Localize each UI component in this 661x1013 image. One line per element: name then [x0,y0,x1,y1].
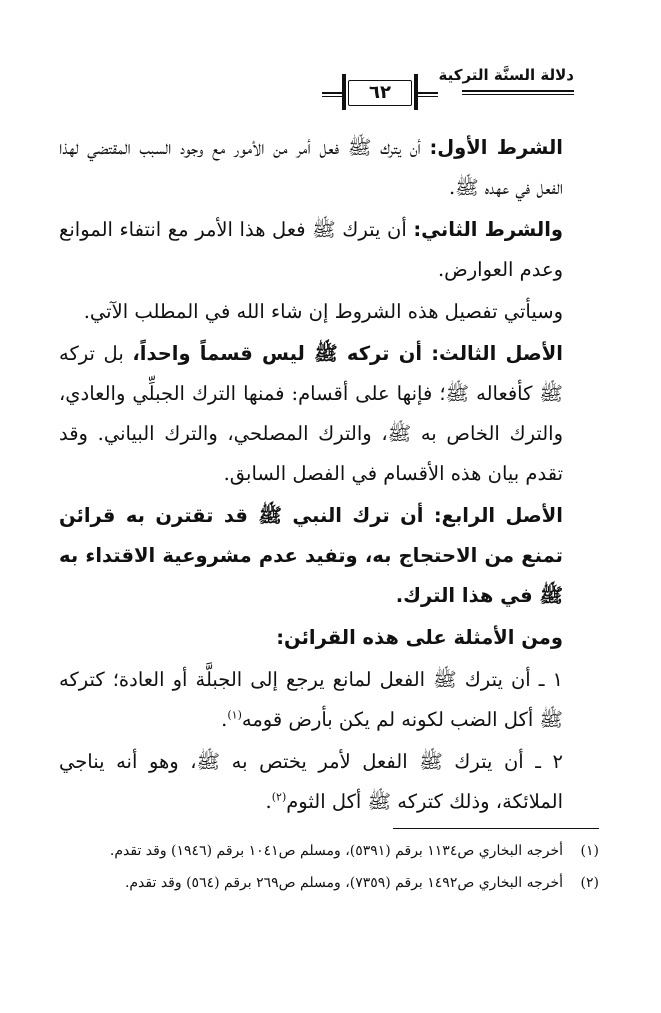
footnote-separator [393,828,599,829]
paragraph-example-1 [59,660,599,740]
footnote-ref-2[interactable]: (٢) [271,790,287,804]
paragraph-second-condition [59,210,599,290]
example-2-tail: . [265,790,272,813]
footnote-2-number: (٢) [580,875,599,891]
header-rule-thin [462,94,574,95]
upcoming-note-text: وسيأتي تفصيل هذه الشروط إن شاء الله في المطلب الآتي. [83,300,563,323]
paragraph-upcoming-note [59,292,599,332]
page-number-ornament-left-thin [322,96,342,97]
paragraph-fourth-principle [59,496,599,616]
first-condition-text: أن يترك ﷺ فعل أمر من الأمور مع وجود السبب المقتضي لهذا الفعل في عهده ﷺ. [59,136,563,199]
examples-heading: ومن الأمثلة على هذه القرائن: [276,626,563,649]
third-principle-text: بل تركه ﷺ كأفعاله ﷺ؛ فإنها على أقسام: فمنها الترك الجبلِّي والعادي، والترك الخاص به ﷺ، والترك المصلحي، والترك البياني. وقد تقدم بيان هذه الأقسام في الفصل السابق. [59,342,563,485]
paragraph-examples-heading [59,618,599,658]
page-number-ornament-left [322,92,342,94]
footnote-1-number: (١) [580,843,599,859]
page-number-bar-left [342,74,346,110]
fourth-principle-statement: أن ترك النبي ﷺ قد تقترن به قرائن تمنع من الاحتجاج به، وتفيد عدم مشروعية الاقتداء به ﷺ في هذا الترك. [59,504,563,607]
footnote-2-text: أخرجه البخاري ص١٤٩٢ برقم (٧٣٥٩)، ومسلم ص٢٦٩ برقم (٥٦٤) وقد تقدم. [124,875,563,891]
example-1-text: ١ ـ أن يترك ﷺ الفعل لمانع يرجع إلى الجبلَّة أو العادة؛ كتركه ﷺ أكل الضب لكونه لم يكن بأرض قومه [59,668,563,731]
third-principle-statement: أن تركه ﷺ ليس قسماً واحداً، [132,342,432,365]
paragraph-first-condition [59,128,599,208]
third-principle-heading: الأصل الثالث: [431,342,563,365]
example-2-text: ٢ ـ أن يترك ﷺ الفعل لأمر يختص به ﷺ، وهو أنه يناجي الملائكة، وذلك كتركه ﷺ أكل الثوم [59,750,563,813]
footnotes [55,838,599,902]
footnote-1-text: أخرجه البخاري ص١١٣٤ برقم (٥٣٩١)، ومسلم ص١٠٤١ برقم (١٩٤٦) وقد تقدم. [109,843,563,859]
header-rule [462,90,574,92]
first-condition-heading: الشرط الأول: [429,136,563,159]
main-text [59,128,599,822]
second-condition-text: أن يترك ﷺ فعل هذا الأمر مع انتفاء الموانع وعدم العوارض. [59,218,563,281]
footnote-2 [55,870,599,896]
page-number: ٦٢ [348,80,412,106]
footnote-1 [55,838,599,864]
paragraph-example-2 [59,742,599,822]
page-header [58,62,574,118]
fourth-principle-heading: الأصل الرابع: [433,504,563,527]
running-title: دلالة السنَّة التركية [438,66,574,84]
example-1-tail: . [221,708,228,731]
page-number-frame [338,74,422,112]
page-number-ornament-right [418,92,438,94]
footnote-ref-1[interactable]: (١) [227,708,242,722]
paragraph-third-principle [59,334,599,494]
page-number-ornament-right-thin [418,96,438,97]
second-condition-heading: والشرط الثاني: [413,218,564,241]
